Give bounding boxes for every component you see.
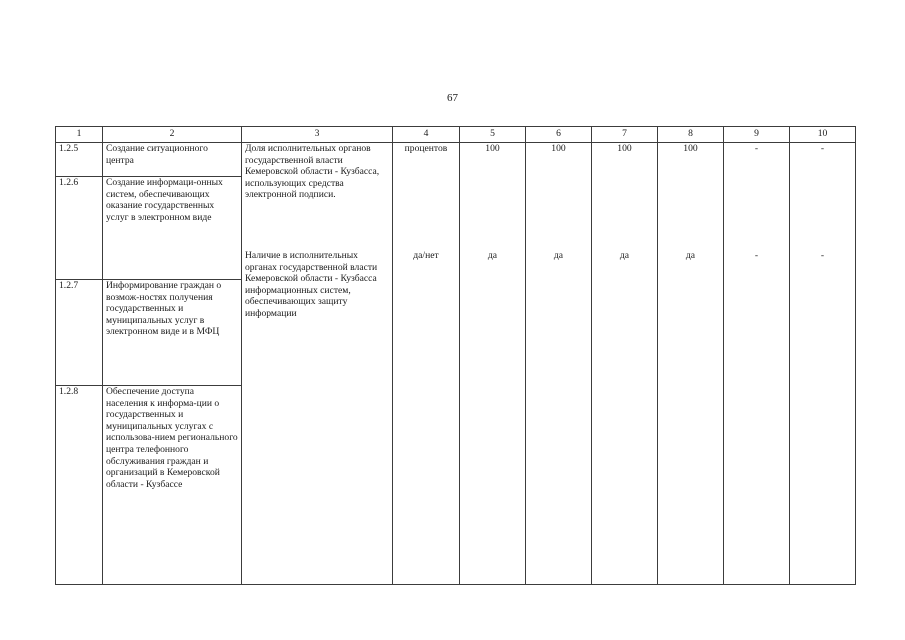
- indicator-name: Доля исполнительных органов государственной власти Кемеровской области - Кузбасса, использующих средства электронной подписи.: [245, 143, 380, 201]
- value-cell-10: [790, 143, 856, 585]
- indicator-value: -: [820, 250, 825, 261]
- indicators-table: [55, 126, 856, 585]
- header-cell: 2: [103, 127, 242, 143]
- header-cell: 4: [393, 127, 460, 143]
- indicator-value: -: [754, 250, 759, 261]
- indicator-name: Наличие в исполнительных органах государственной власти Кемеровской области - Кузбасса информационных систем, обеспечивающих защиту информации: [245, 250, 378, 319]
- header-cell: 1: [56, 127, 103, 143]
- header-cell: 8: [658, 127, 724, 143]
- header-cell: 3: [242, 127, 393, 143]
- indicator-value: -: [820, 143, 825, 154]
- indicator-value: 100: [617, 143, 632, 154]
- event-name: Обеспечение доступа населения к информа-ции о государственных и муниципальных услугах с использова-нием регионального центра телефонного обслуживания граждан и организаций в Кемеровской области - Кузбассе: [103, 386, 242, 585]
- page-number: 67: [447, 92, 458, 104]
- indicator-value: 100: [551, 143, 566, 154]
- table-row: [56, 143, 856, 177]
- value-cell-6: [526, 143, 592, 585]
- value-cell-9: [724, 143, 790, 585]
- value-cell-5: [460, 143, 526, 585]
- indicator-value: -: [754, 143, 759, 154]
- event-name: Создание информаци-онных систем, обеспечивающих оказание государственных услуг в электронном виде: [103, 177, 242, 280]
- indicator-value: да: [619, 250, 630, 261]
- indicator-unit: да/нет: [413, 250, 439, 261]
- header-cell: 7: [592, 127, 658, 143]
- indicator-value: да: [685, 250, 696, 261]
- header-cell: 6: [526, 127, 592, 143]
- header-cell: 5: [460, 127, 526, 143]
- header-cell: 10: [790, 127, 856, 143]
- indicator-value: да: [487, 250, 498, 261]
- value-cell-8: [658, 143, 724, 585]
- value-cell-7: [592, 143, 658, 585]
- row-number: 1.2.6: [56, 177, 103, 280]
- indicator-value: 100: [485, 143, 500, 154]
- indicator-value: да: [553, 250, 564, 261]
- row-number: 1.2.7: [56, 280, 103, 386]
- indicator-value: 100: [683, 143, 698, 154]
- indicator-names-cell: [242, 143, 393, 585]
- header-cell: 9: [724, 127, 790, 143]
- event-name: Информирование граждан о возмож-ностях получения государственных и муниципальных услуг в электронном виде и в МФЦ: [103, 280, 242, 386]
- event-name: Создание ситуационного центра: [103, 143, 242, 177]
- unit-cell: [393, 143, 460, 585]
- indicator-unit: процентов: [404, 143, 448, 154]
- header-row: [56, 127, 856, 143]
- row-number: 1.2.5: [56, 143, 103, 177]
- row-number: 1.2.8: [56, 386, 103, 585]
